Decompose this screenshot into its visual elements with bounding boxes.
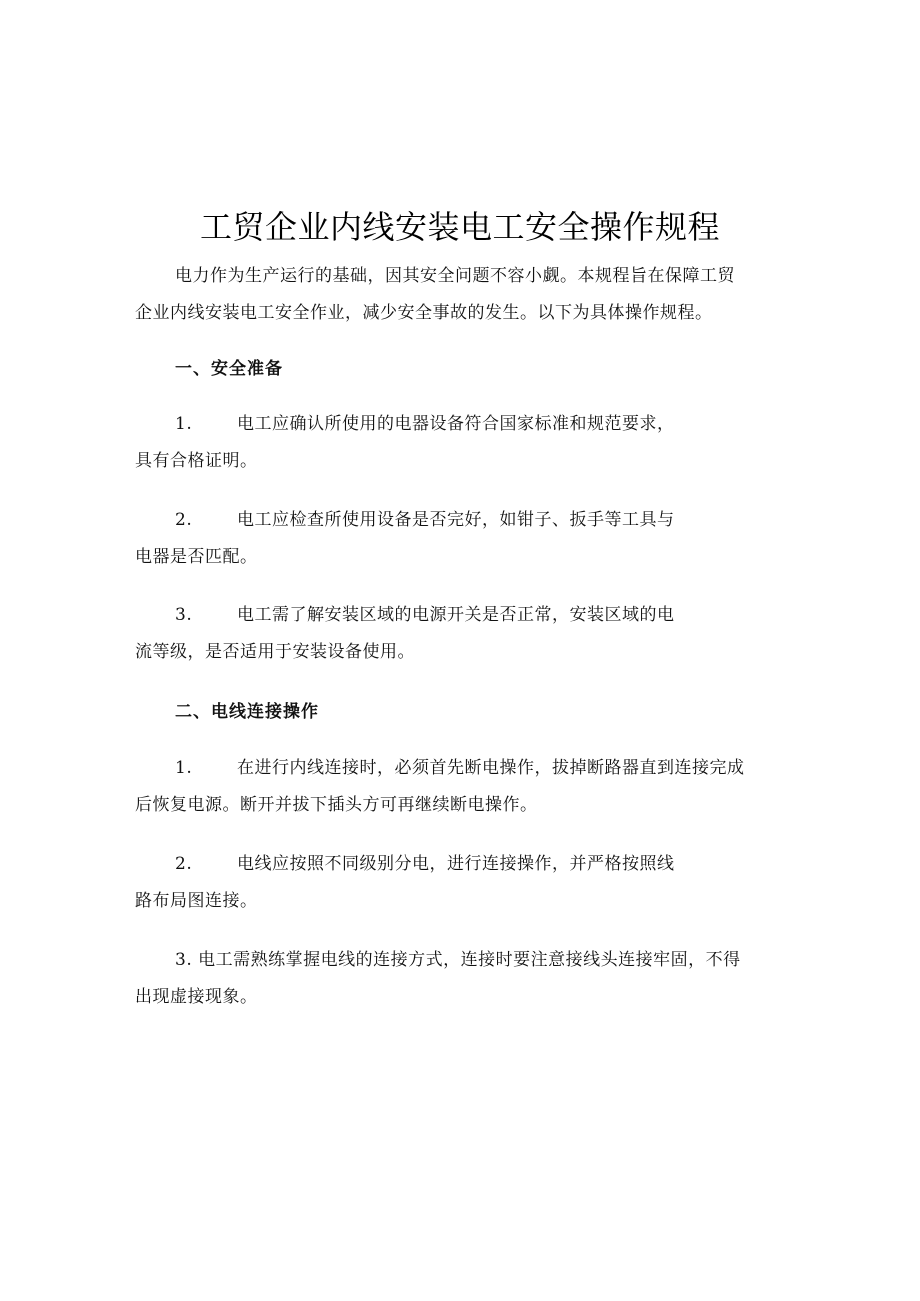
item-text-line2: 后恢复电源。断开并拔下插头方可再继续断电操作。 <box>135 795 538 815</box>
list-item <box>135 406 795 480</box>
list-item <box>135 846 795 920</box>
intro-paragraph <box>135 258 785 332</box>
item-text-line1: 电线应按照不同级别分电，进行连接操作，并严格按照线 <box>237 854 675 874</box>
item-number: 3. <box>175 950 193 970</box>
item-number: 1. <box>175 758 193 778</box>
item-number: 3. <box>175 605 193 625</box>
list-item <box>135 597 795 671</box>
item-number: 2. <box>175 854 193 874</box>
item-text-line2: 电器是否匹配。 <box>135 547 258 567</box>
section-heading-wire-connection: 二、电线连接操作 <box>175 702 319 722</box>
item-text-line1: 电工应确认所使用的电器设备符合国家标准和规范要求， <box>237 414 675 434</box>
item-text-line2: 具有合格证明。 <box>135 451 258 471</box>
intro-line-2: 企业内线安装电工安全作业，减少安全事故的发生。以下为具体操作规程。 <box>135 303 713 323</box>
item-text-line1: 电工需熟练掌握电线的连接方式，连接时要注意接线头连接牢固，不得 <box>198 950 741 970</box>
document-title: 工贸企业内线安装电工安全操作规程 <box>199 208 720 246</box>
list-item <box>135 942 795 1016</box>
intro-line-1 <box>135 258 785 295</box>
intro-text-1: 电力作为生产运行的基础，因其安全问题不容小觑。本规程旨在保障工贸 <box>175 266 735 286</box>
list-item <box>135 750 795 824</box>
section-heading-safety-prep: 一、安全准备 <box>175 359 283 379</box>
item-text-line2: 流等级，是否适用于安装设备使用。 <box>135 642 415 662</box>
item-text-line2: 路布局图连接。 <box>135 891 258 911</box>
item-number: 2. <box>175 510 193 530</box>
list-item <box>135 502 795 576</box>
item-text-line1: 电工需了解安装区域的电源开关是否正常，安装区域的电 <box>237 605 675 625</box>
item-text-line1: 在进行内线连接时，必须首先断电操作，拔掉断路器直到连接完成 <box>237 758 745 778</box>
item-text-line1: 电工应检查所使用设备是否完好，如钳子、扳手等工具与 <box>237 510 675 530</box>
item-text-line2: 出现虚接现象。 <box>135 987 258 1007</box>
item-number: 1. <box>175 414 193 434</box>
